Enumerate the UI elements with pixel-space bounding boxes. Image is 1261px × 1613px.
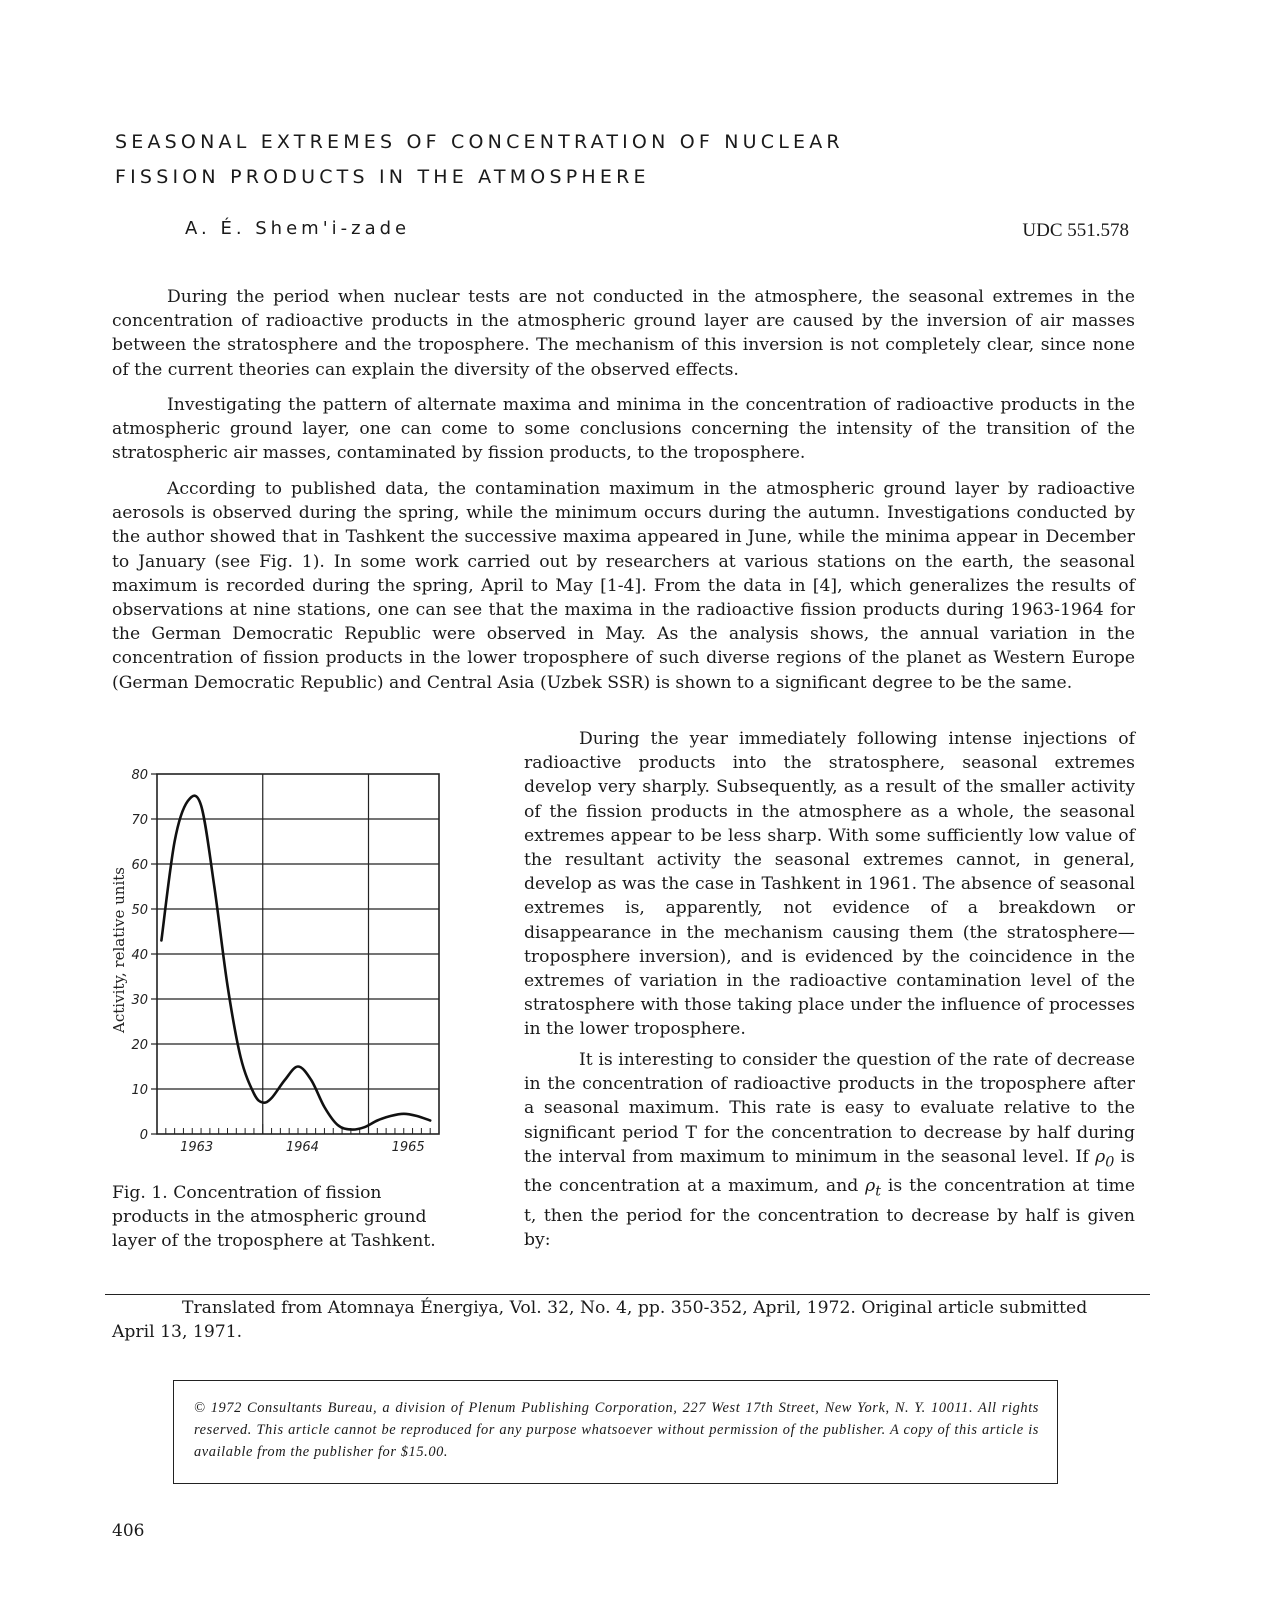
paragraph-3: According to published data, the contamination maximum in the atmospheric ground layer by radioactive aerosols is observed during the spring, while the minimum occurs during the autumn. Investigations conducted by the author showed that in Tashkent the successive maxima appeared in June, while the minima appear in December to January (see Fig. 1). In some work carried out by researchers at various stations on the earth, the seasonal maximum is recorded during the spring, April to May [1-4]. From the data in [4], which generalizes the results of observations at nine stations, one can see that the maxima in the radioactive fission products during 1963-1964 for the German Democratic Republic were observed in May. As the analysis shows, the annual variation in the concentration of fission products in the lower troposphere of such diverse regions of the planet as Western Europe (German Democratic Republic) and Central Asia (Uzbek SSR) is shown to a significant degree to be the same. (112, 479, 1135, 693)
x-year-label-1963: 1963 (180, 1140, 214, 1155)
paragraph-2: Investigating the pattern of alternate maxima and minima in the concentration of radioactive products in the atmospheric ground layer, one can come to some conclusions concerning the intensity of the transition of the stratospheric air masses, contaminated by fission products, to the troposphere. (112, 395, 1135, 464)
chart-grid (157, 774, 439, 1134)
chart-points (160, 800, 431, 1131)
series-line-activity (161, 796, 430, 1130)
article-title-line-2: FISSION PRODUCTS IN THE ATMOSPHERE (115, 166, 650, 188)
figure-1-caption: Fig. 1. Concentration of fission products in the atmospheric ground layer of the troposphere at Tashkent. (112, 1183, 436, 1251)
paragraph-5-part-c: is the concentration at time t, then the period for the concentration to decrease by half is given by: (524, 1176, 1135, 1251)
y-tick-label-50: 50 (131, 903, 148, 918)
figure-1-chart (100, 760, 460, 1180)
article-title-line-1: SEASONAL EXTREMES OF CONCENTRATION OF NUCLEAR (115, 131, 844, 153)
y-tick-label-60: 60 (131, 858, 148, 873)
page-number: 406 (112, 1521, 145, 1541)
translation-note: Translated from Atomnaya Énergiya, Vol. 32, No. 4, pp. 350-352, April, 1972. Original article submitted April 13, 1971. (112, 1298, 1088, 1342)
paragraph-5-part-a: It is interesting to consider the question of the rate of decrease in the concentration of radioactive products in the troposphere after a seasonal maximum. This rate is easy to evaluate relative to the significant period T for the concentration to decrease by half during the interval from maximum to minimum in the seasonal level. If (524, 1050, 1135, 1167)
x-year-label-1965: 1965 (391, 1140, 425, 1155)
y-tick-label-70: 70 (131, 813, 148, 828)
paragraph-5 (524, 1048, 1135, 1253)
rho-t-symbol: $\rho_t$ (865, 1176, 881, 1200)
paragraph-5-part-b: is the concentration at a maximum, and (524, 1146, 1136, 1197)
copyright-text: © 1972 Consultants Bureau, a division of Plenum Publishing Corporation, 227 West 17th Street, New York, N. Y. 10011. All rights reserved. This article cannot be reproduced for any purpose whatsoever without permission of the publisher. A copy of this article is available from the publisher for $15.00. (194, 1400, 1039, 1460)
y-tick-label-20: 20 (131, 1038, 148, 1053)
rho-zero-symbol: $\rho_0$ (1095, 1146, 1115, 1171)
y-tick-label-30: 30 (131, 993, 148, 1008)
copyright-notice-box (173, 1380, 1058, 1484)
paragraph-1: During the period when nuclear tests are not conducted in the atmosphere, the seasonal extremes in the concentration of radioactive products in the atmospheric ground layer are caused by the inversion of air masses between the stratosphere and the troposphere. The mechanism of this inversion is not completely clear, since none of the current theories can explain the diversity of the observed effects. (112, 287, 1135, 380)
chart-labels (131, 768, 424, 1155)
y-tick-label-40: 40 (131, 948, 148, 963)
y-axis-label: Activity, relative units (110, 867, 128, 1033)
y-tick-label-10: 10 (131, 1083, 148, 1098)
footnote-divider (105, 1294, 1150, 1295)
author-name: A. É. Shem'i-zade (185, 218, 411, 239)
y-tick-label-0: 0 (139, 1128, 148, 1143)
y-tick-label-80: 80 (131, 768, 148, 783)
x-year-label-1964: 1964 (285, 1140, 319, 1155)
udc-code: UDC 551.578 (1022, 220, 1129, 241)
paragraph-4: During the year immediately following intense injections of radioactive products into the stratosphere, seasonal extremes develop very sharply. Subsequently, as a result of the smaller activity of the fission products in the atmosphere as a whole, the seasonal extremes appear to be less sharp. With some sufficiently low value of the resultant activity the seasonal extremes cannot, in general, develop as was the case in Tashkent in 1961. The absence of seasonal extremes is, apparently, not evidence of a breakdown or disappearance in the mechanism causing them (the stratosphere—troposphere inversion), and is evidenced by the coincidence in the extremes of variation in the radioactive contamination level of the stratosphere with those taking place under the influence of processes in the lower troposphere. (524, 729, 1135, 1040)
